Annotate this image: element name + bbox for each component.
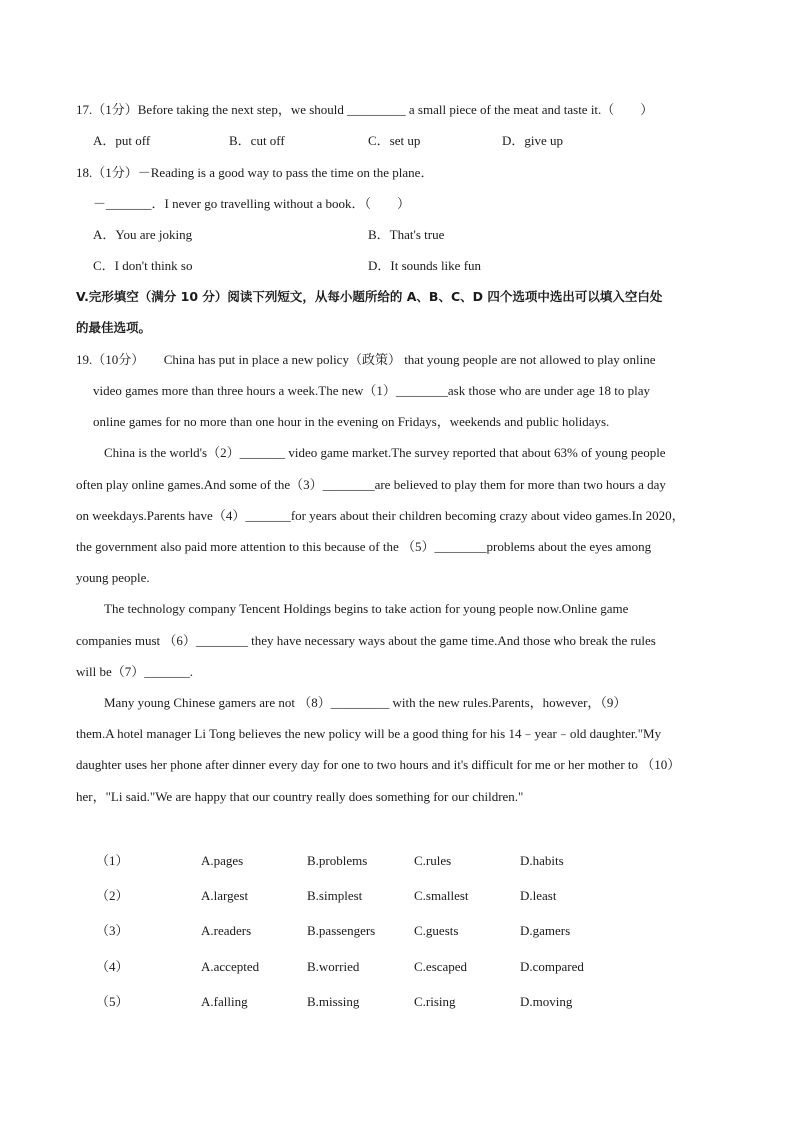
choice-c[interactable]: C.rising (414, 994, 456, 1009)
q17-option-d[interactable]: D．give up (502, 133, 564, 148)
q17-stem: 17.（1分）Before taking the next step，we should _________ a small piece of the meat and taste it.（ ） (76, 102, 654, 117)
choice-c[interactable]: C.escaped (414, 959, 468, 974)
choice-b[interactable]: B.passengers (307, 923, 376, 938)
q18-option-b[interactable]: B．That's true (368, 227, 445, 242)
choice-number: （5） (96, 994, 129, 1009)
passage-line: them.A hotel manager Li Tong believes the new policy will be a good thing for his 14﹣year﹣old daughter."My (76, 726, 662, 741)
choice-row (0, 852, 794, 872)
choice-b[interactable]: B.worried (307, 959, 360, 974)
q18-option-d[interactable]: D．It sounds like fun (368, 258, 482, 273)
q18-reply: －_______．I never go travelling without a book．（ ） (93, 196, 411, 211)
passage-line: The technology company Tencent Holdings begins to take action for young people now.Online game (104, 601, 629, 616)
choice-number: （2） (96, 888, 129, 903)
passage-line: on weekdays.Parents have（4）_______for years about their children becoming crazy about video games.In 2020， (76, 508, 685, 523)
choice-number: （1） (96, 853, 129, 868)
passage-line: daughter uses her phone after dinner every day for one to two hours and it's difficult for me or her mother to （10） (76, 757, 681, 772)
q18-option-a[interactable]: A．You are joking (93, 227, 193, 242)
q18-stem: 18.（1分）－Reading is a good way to pass the time on the plane． (76, 165, 434, 180)
choice-b[interactable]: B.missing (307, 994, 360, 1009)
q18-option-c[interactable]: C．I don't think so (93, 258, 193, 273)
choice-number: （3） (96, 923, 129, 938)
q17-option-c[interactable]: C．set up (368, 133, 421, 148)
choice-a[interactable]: A.pages (201, 853, 244, 868)
choice-a[interactable]: A.accepted (201, 959, 260, 974)
choice-number: （4） (96, 959, 129, 974)
passage-line: often play online games.And some of the（3）________are believed to play them for more than two hours a day (76, 477, 666, 492)
passage-line: video games more than three hours a week.The new（1）________ask those who are under age 18 to play (93, 383, 651, 398)
passage-line: her，"Li said."We are happy that our country really does something for our children." (76, 789, 524, 804)
section-heading-cont: 的最佳选项。 (76, 320, 152, 335)
choice-d[interactable]: D.moving (520, 994, 573, 1009)
choice-c[interactable]: C.rules (414, 853, 452, 868)
passage-line: will be（7）_______. (76, 664, 193, 679)
passage-line: online games for no more than one hour in the evening on Fridays，weekends and public holidays. (93, 414, 610, 429)
choice-b[interactable]: B.simplest (307, 888, 363, 903)
choice-d[interactable]: D.compared (520, 959, 584, 974)
choice-b[interactable]: B.problems (307, 853, 368, 868)
q17-option-a[interactable]: A．put off (93, 133, 151, 148)
choice-d[interactable]: D.habits (520, 853, 564, 868)
passage-line: China is the world's（2）_______ video game market.The survey reported that about 63% of young people (104, 445, 666, 460)
choice-row (0, 922, 794, 942)
passage-line: the government also paid more attention to this because of the （5）________problems about the eyes among (76, 539, 652, 554)
choice-a[interactable]: A.largest (201, 888, 249, 903)
passage-line: young people. (76, 570, 150, 585)
section-heading: V.完形填空（满分 10 分）阅读下列短文，从每小题所给的 A、B、C、D 四个选项中选出可以填入空白处 (76, 289, 663, 304)
choice-a[interactable]: A.falling (201, 994, 248, 1009)
passage-line: companies must （6）________ they have necessary ways about the game time.And those who break the rules (76, 633, 656, 648)
choice-a[interactable]: A.readers (201, 923, 252, 938)
choice-c[interactable]: C.smallest (414, 888, 469, 903)
choice-d[interactable]: D.least (520, 888, 557, 903)
choice-c[interactable]: C.guests (414, 923, 459, 938)
choice-row (0, 887, 794, 907)
passage-line: Many young Chinese gamers are not （8）_________ with the new rules.Parents，however，（9） (104, 695, 627, 710)
q17-option-b[interactable]: B．cut off (229, 133, 285, 148)
choice-d[interactable]: D.gamers (520, 923, 571, 938)
choice-row (0, 958, 794, 978)
passage-line: 19.（10分） China has put in place a new policy（政策） that young people are not allowed to play online (76, 352, 656, 367)
choice-row (0, 993, 794, 1013)
